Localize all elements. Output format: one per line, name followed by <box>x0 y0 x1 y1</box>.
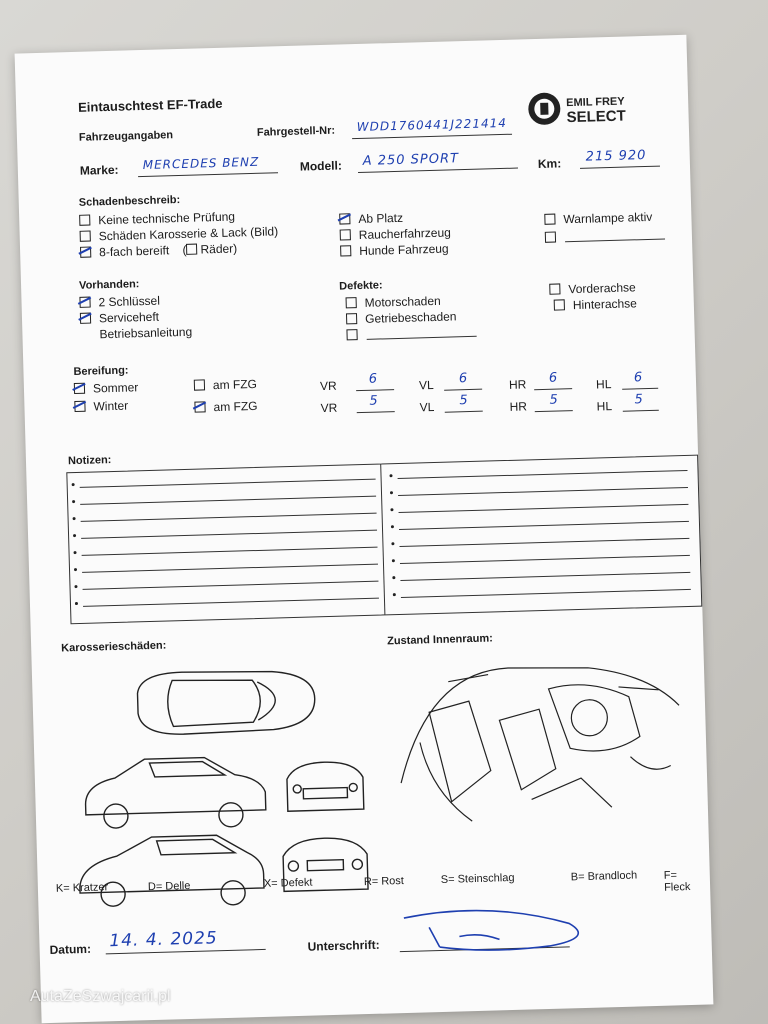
km-value: 215 920 <box>585 147 647 165</box>
checkbox-checked[interactable] <box>74 383 85 394</box>
bullet-dot <box>74 551 77 554</box>
winter-hl: 5 <box>634 392 644 408</box>
checkbox-checked[interactable] <box>339 214 350 225</box>
checkbox[interactable] <box>80 231 91 242</box>
defect-item-blank[interactable] <box>346 328 365 343</box>
defects-heading: Defekte: <box>339 279 383 293</box>
bullet-dot <box>390 491 393 494</box>
bullet-dot <box>72 500 75 503</box>
damage-heading: Schadenbeschreib: <box>78 194 181 209</box>
checkbox[interactable] <box>549 284 560 295</box>
checkbox[interactable] <box>346 297 357 308</box>
form-title: Eintauschtest EF-Trade <box>77 95 223 115</box>
bullet-dot <box>391 525 394 528</box>
wheels-checkbox[interactable] <box>186 244 197 255</box>
summer-vr: 6 <box>368 371 379 387</box>
pos-vl-label: VL <box>418 378 434 393</box>
winter-hr: 5 <box>549 392 559 408</box>
right-item-blank[interactable] <box>545 230 564 245</box>
tire-winter-fzg[interactable]: am FZG <box>194 399 257 415</box>
checkbox[interactable] <box>79 215 90 226</box>
pos-hr-label: HR <box>508 377 527 392</box>
model-label: Modell: <box>299 158 343 174</box>
present-item-0[interactable]: 2 Schlüssel <box>79 294 160 310</box>
pos-vr-label: VR <box>319 378 337 394</box>
legend-item: X= Defekt <box>263 876 313 891</box>
notes-line[interactable] <box>399 521 689 530</box>
pos-vr-label-2: VR <box>320 400 338 416</box>
logo-text-2: SELECT <box>566 107 626 127</box>
axle-item-1[interactable]: Hinterachse <box>554 296 637 312</box>
vehicle-info-label: Fahrzeugangaben <box>78 129 174 144</box>
summer-hr: 6 <box>548 370 559 386</box>
middle-item-0[interactable]: Ab Platz <box>339 211 403 227</box>
legend-item: F= Fleck <box>663 868 691 894</box>
interior-heading: Zustand Innenraum: <box>386 632 494 648</box>
checkbox[interactable] <box>340 230 351 241</box>
winter-vr: 5 <box>369 393 379 409</box>
present-item-2[interactable]: Betriebsanleitung <box>99 324 193 342</box>
legend-item: K= Kratzer <box>55 881 109 895</box>
notes-line[interactable] <box>400 555 690 564</box>
vin-label: Fahrgestell-Nr: <box>256 124 336 139</box>
legend-item: R= Rost <box>363 874 405 888</box>
bullet-dot <box>72 483 75 486</box>
bullet-dot <box>74 585 77 588</box>
checkbox[interactable] <box>340 246 351 257</box>
checkbox[interactable] <box>554 300 565 311</box>
vin-value: WDD1760441J221414 <box>356 115 508 135</box>
tires-heading: Bereifung: <box>73 364 129 379</box>
tire-summer-fzg[interactable]: am FZG <box>194 377 257 393</box>
damage-item-0[interactable]: Keine technische Prüfung <box>79 209 235 227</box>
km-label: Km: <box>537 156 562 172</box>
car-top-view <box>137 668 316 735</box>
checkbox[interactable] <box>545 232 556 243</box>
bullet-dot <box>390 508 393 511</box>
notes-line[interactable] <box>81 513 377 522</box>
notes-line[interactable] <box>400 572 690 581</box>
middle-item-2[interactable]: Hunde Fahrzeug <box>340 242 449 259</box>
inspection-form-sheet <box>15 35 714 1023</box>
bullet-dot <box>392 576 395 579</box>
notes-line[interactable] <box>80 479 376 488</box>
pos-hl-label-2: HL <box>596 399 613 414</box>
damage-item-2[interactable]: 8-fach bereift ( Räder) <box>80 241 237 259</box>
legend-item: S= Steinschlag <box>440 872 515 887</box>
checkbox[interactable] <box>544 214 555 225</box>
date-value: 14. 4. 2025 <box>109 928 218 952</box>
checkbox[interactable] <box>346 313 357 324</box>
notes-line[interactable] <box>398 470 688 479</box>
notes-line[interactable] <box>399 504 689 513</box>
bullet-dot <box>74 568 77 571</box>
legend-item: B= Brandloch <box>570 869 638 884</box>
present-heading: Vorhanden: <box>78 278 140 292</box>
checkbox-checked[interactable] <box>80 313 91 324</box>
car-front-view <box>287 761 364 811</box>
signature-label: Unterschrift: <box>307 937 380 954</box>
logo-text-1: EMIL FREY <box>566 95 625 110</box>
right-item-0[interactable]: Warnlampe aktiv <box>544 210 652 227</box>
date-label: Datum: <box>49 941 92 957</box>
notes-heading: Notizen: <box>67 454 112 468</box>
checkbox-checked[interactable] <box>80 247 91 258</box>
notes-line[interactable] <box>399 538 689 547</box>
checkbox-checked[interactable] <box>194 402 205 413</box>
bullet-dot <box>73 517 76 520</box>
legend-item: D= Delle <box>147 879 191 893</box>
body-damage-heading: Karosserieschäden: <box>61 639 167 655</box>
emil-frey-logo <box>526 86 647 129</box>
defect-item-0[interactable]: Motorschaden <box>345 294 440 311</box>
make-label: Marke: <box>79 162 119 178</box>
checkbox[interactable] <box>194 380 205 391</box>
notes-line[interactable] <box>81 530 377 539</box>
checkbox[interactable] <box>346 329 357 340</box>
notes-line[interactable] <box>80 496 376 505</box>
axle-item-0[interactable]: Vorderachse <box>549 280 636 296</box>
summer-vl: 6 <box>458 371 469 387</box>
pos-hl-label: HL <box>595 377 612 392</box>
bullet-dot <box>75 602 78 605</box>
winter-vl: 5 <box>459 393 469 409</box>
bullet-dot <box>392 559 395 562</box>
damage-item-1[interactable]: Schäden Karosserie & Lack (Bild) <box>80 224 279 244</box>
checkbox-checked[interactable] <box>74 401 85 412</box>
watermark-text: AutaZeSzwajcarii.pl <box>30 988 171 1005</box>
checkbox-checked[interactable] <box>79 297 90 308</box>
notes-line[interactable] <box>82 547 378 556</box>
notes-box[interactable] <box>66 455 702 625</box>
pos-vl-label-2: VL <box>419 399 435 415</box>
bullet-dot <box>393 593 396 596</box>
tire-row-summer[interactable]: Sommer <box>74 380 139 396</box>
bullet-dot <box>389 474 392 477</box>
notes-line[interactable] <box>83 581 379 590</box>
summer-hl: 6 <box>633 370 644 386</box>
defect-item-1[interactable]: Getriebeschaden <box>346 309 457 326</box>
notes-line[interactable] <box>398 487 688 496</box>
make-value: MERCEDES BENZ <box>142 154 260 173</box>
pos-hr-label-2: HR <box>509 399 528 414</box>
bullet-dot <box>73 534 76 537</box>
tire-row-winter[interactable]: Winter <box>74 399 128 414</box>
middle-item-1[interactable]: Raucherfahrzeug <box>340 225 451 242</box>
model-value: A 250 SPORT <box>362 151 460 169</box>
notes-line[interactable] <box>82 564 378 573</box>
signature <box>399 903 590 958</box>
notes-line[interactable] <box>401 589 691 598</box>
present-item-1[interactable]: Serviceheft <box>80 310 159 326</box>
notes-line[interactable] <box>83 598 379 607</box>
interior-diagram[interactable] <box>387 645 692 833</box>
bullet-dot <box>391 542 394 545</box>
